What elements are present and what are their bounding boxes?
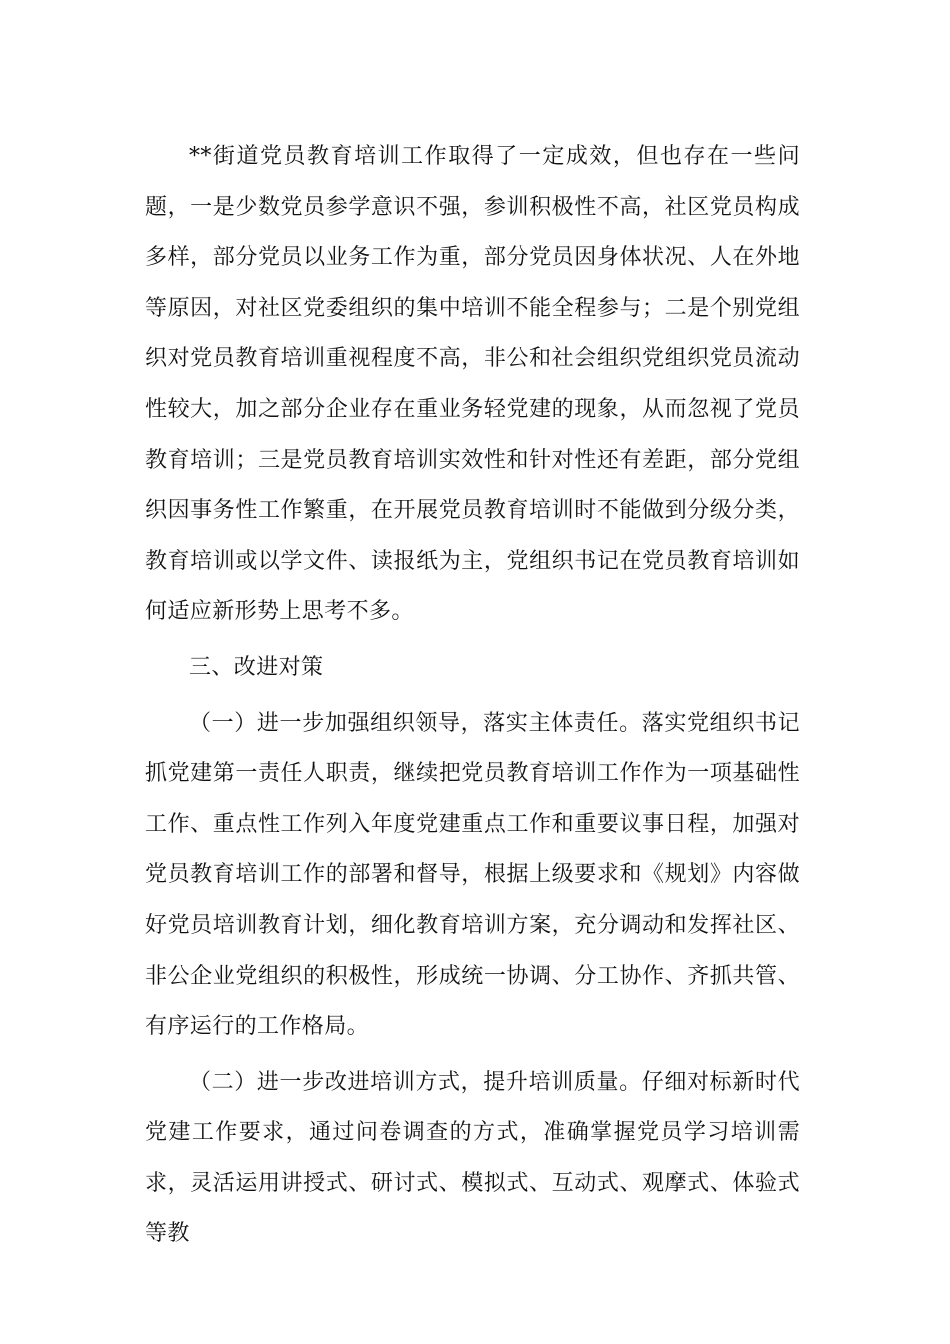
paragraph-training-methods: （二）进一步改进培训方式，提升培训质量。仔细对标新时代党建工作要求，通过问卷调查的方式，准确掌握党员学习培训需求，灵活运用讲授式、研讨式、模拟式、互动式、观摩式、体验式等教 bbox=[145, 1069, 800, 1247]
paragraph-organization-leadership: （一）进一步加强组织领导，落实主体责任。落实党组织书记抓党建第一责任人职责，继续把党员教育培训工作作为一项基础性工作、重点性工作列入年度党建重点工作和重要议事日程，加强对党员教育培训工作的部署和督导，根据上级要求和《规划》内容做好党员培训教育计划，细化教育培训方案，充分调动和发挥社区、非公企业党组织的积极性，形成统一协调、分工协作、齐抓共管、有序运行的工作格局。 bbox=[145, 710, 800, 1040]
section-heading-improvement: 三、改进对策 bbox=[189, 654, 324, 680]
document-body bbox=[145, 132, 800, 1260]
paragraph-problems: **街道党员教育培训工作取得了一定成效，但也存在一些问题，一是少数党员参学意识不强，参训积极性不高，社区党员构成多样，部分党员以业务工作为重，部分党员因身体状况、人在外地等原因，对社区党委组织的集中培训不能全程参与；二是个别党组织对党员教育培训重视程度不高，非公和社会组织党组织党员流动性较大，加之部分企业存在重业务轻党建的现象，从而忽视了党员教育培训；三是党员教育培训实效性和针对性还有差距，部分党组织因事务性工作繁重，在开展党员教育培训时不能做到分级分类，教育培训或以学文件、读报纸为主，党组织书记在党员教育培训如何适应新形势上思考不多。 bbox=[145, 144, 800, 625]
